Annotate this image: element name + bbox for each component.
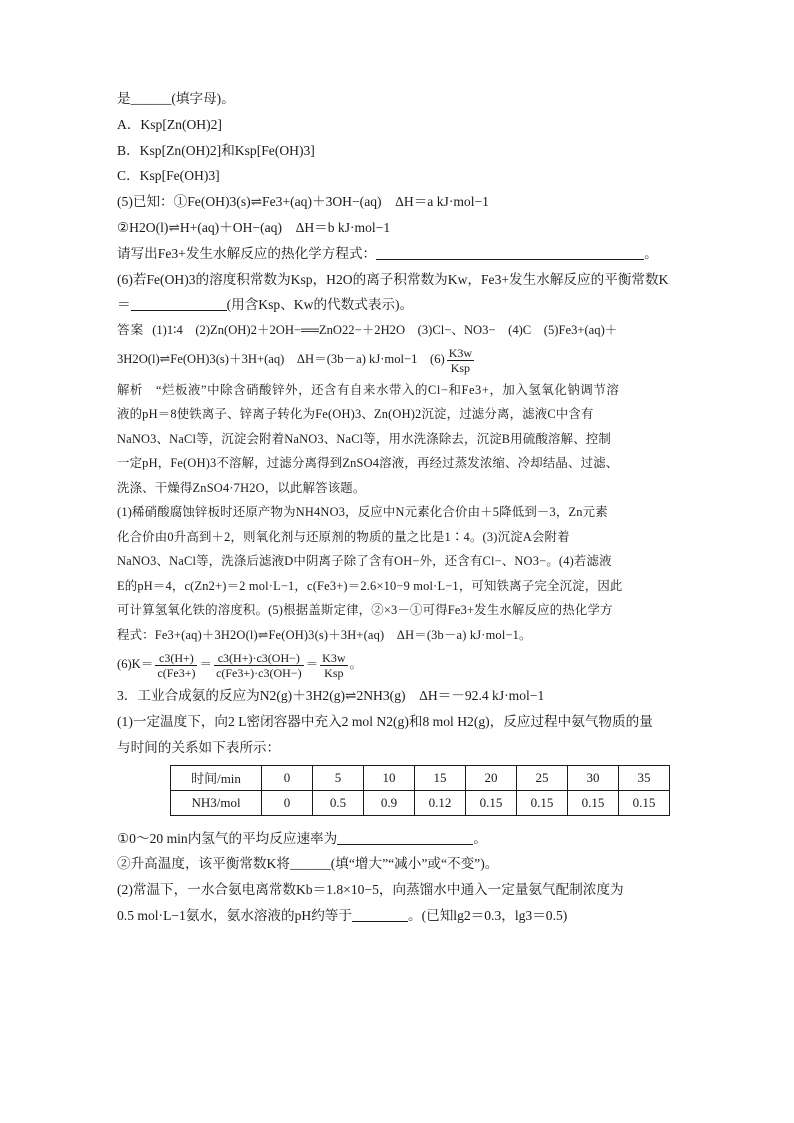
table-cell: 0.15 [568, 790, 619, 815]
fraction-numerator: K3w [322, 650, 346, 665]
analysis-line: NaNO3、NaCl等，沉淀会附着NaNO3、NaCl等，用水洗涤除去，沉淀B用硫酸溶解、控制 [117, 431, 611, 446]
table-cell: 0 [262, 790, 313, 815]
analysis-line: (1)稀硝酸腐蚀锌板时还原产物为NH4NO3，反应中N元素化合价由＋5降低到－3，Zn元素 [117, 505, 608, 520]
fraction-denominator: c(Fe3+)·c3(OH−) [216, 665, 302, 680]
fraction-denominator: Ksp [324, 665, 344, 680]
formula-equals: ＝ [305, 657, 319, 672]
formula-fraction-1 [155, 651, 197, 680]
q6-pre: ＝ [117, 297, 131, 313]
table-cell: 0.5 [313, 790, 364, 815]
answer-blank [337, 830, 473, 845]
q3-part2-end: 。(已知lg2＝0.3，lg3＝0.5) [407, 908, 568, 924]
fraction-denominator: Ksp [450, 360, 471, 375]
q6-text-1: (6)若Fe(OH)3的溶度积常数为Ksp，H2O的离子积常数为Kw，Fe3+发生水解反应的平衡常数K [117, 271, 669, 287]
formula-k: (6)K＝ [117, 657, 154, 672]
formula-fraction-2 [214, 651, 304, 680]
formula-fraction-3 [320, 651, 347, 680]
answer-line-1 [117, 320, 677, 340]
analysis-line: NaNO3、NaCl等，洗涤后滤液D中阴离子除了含有OH−外，还含有Cl−、NO3−。(4)若滤液 [117, 554, 612, 569]
table-cell: 10 [364, 765, 415, 790]
answer-text-2: 3H2O(l)⇌Fe(OH)3(s)＋3H+(aq) ΔH＝(3b－a) kJ·mol−1 (6) [117, 351, 445, 366]
analysis-line: 洗涤、干燥得ZnSO4·7H2O，以此解答该题。 [117, 480, 366, 495]
option-b: B．Ksp[Zn(OH)2]和Ksp[Fe(OH)3] [117, 142, 315, 158]
table-row-label: NH3/mol [171, 790, 262, 815]
fraction-denominator: c(Fe3+) [157, 665, 196, 680]
q3-title: 3．工业合成氨的反应为N2(g)＋3H2(g)⇌2NH3(g) ΔH＝－92.4 kJ·mol−1 [117, 688, 545, 704]
q3-sub1-text: ①0～20 min内氢气的平均反应速率为 [117, 830, 338, 846]
table-cell: 20 [466, 765, 517, 790]
answer-text-1: (1)1∶4 (2)Zn(OH)2＋2OH−══ZnO22−＋2H2O (3)Cl−、NO3− (4)C (5)Fe3+(aq)＋ [152, 323, 618, 338]
table-cell: 0.15 [466, 790, 517, 815]
answer-line-2 [117, 344, 677, 374]
table-cell: 30 [568, 765, 619, 790]
table-cell: 35 [619, 765, 670, 790]
q3-part2-text: 0.5 mol·L−1氨水，氨水溶液的pH约等于 [117, 908, 352, 924]
q3-part1-line1: (1)一定温度下，向2 L密闭容器中充入2 mol N2(g)和8 mol H2(g)，反应过程中氨气物质的量 [117, 713, 653, 729]
ammonia-time-table [170, 765, 670, 816]
q5-known-2: ②H2O(l)⇌H+(aq)＋OH−(aq) ΔH＝b kJ·mol−1 [117, 219, 391, 235]
fraction-numerator: c3(H+) [155, 651, 197, 666]
option-a: A．Ksp[Zn(OH)2] [117, 116, 222, 132]
q3-part2-line2 [117, 905, 677, 927]
table-cell: 0 [262, 765, 313, 790]
analysis-line: E的pH＝4，c(Zn2+)＝2 mol·L−1，c(Fe3+)＝2.6×10−9 mol·L−1，可知铁离子完全沉淀，因此 [117, 578, 623, 593]
q6-text-2 [117, 294, 677, 316]
table-cell: 25 [517, 765, 568, 790]
option-c: C．Ksp[Fe(OH)3] [117, 168, 220, 184]
analysis-line: 化合价由0升高到＋2，则氧化剂与还原剂的物质的量之比是1∶4。(3)沉淀A会附着 [117, 529, 570, 544]
analysis-line: 解析 “烂板液”中除含硝酸锌外，还含有自来水带入的Cl−和Fe3+，加入氢氧化钠调节溶 [117, 382, 620, 397]
q5-prompt-text: 请写出Fe3+发生水解反应的热化学方程式： [117, 245, 377, 261]
answer-label: 答案 [117, 322, 145, 338]
fraction-numerator: c3(H+)·c3(OH−) [214, 651, 304, 666]
question-text: 是______(填字母)。 [117, 91, 235, 106]
q3-sub1-end: 。 [473, 830, 487, 846]
q3-part1-line2: 与时间的关系如下表所示： [117, 739, 281, 755]
answer-blank [131, 296, 227, 311]
table-cell: 0.9 [364, 790, 415, 815]
table-row [171, 765, 670, 790]
table-cell: 0.12 [415, 790, 466, 815]
answer-blank [376, 245, 644, 260]
q5-known-1: (5)已知：①Fe(OH)3(s)⇌Fe3+(aq)＋3OH−(aq) ΔH＝a kJ·mol−1 [117, 194, 489, 210]
analysis-section [117, 378, 677, 648]
answer-blank [352, 907, 408, 922]
analysis-line: 液的pH＝8使铁离子、锌离子转化为Fe(OH)3、Zn(OH)2沉淀，过滤分离，滤液C中含有 [117, 407, 594, 422]
analysis-formula [117, 647, 677, 681]
table-cell: 15 [415, 765, 466, 790]
table-row [171, 790, 670, 815]
q3-sub1 [117, 828, 677, 850]
analysis-line: 程式：Fe3+(aq)＋3H2O(l)⇌Fe(OH)3(s)＋3H+(aq) ΔH＝(3b－a) kJ·mol−1。 [117, 627, 532, 642]
analysis-line: 一定pH，Fe(OH)3不溶解，过滤分离得到ZnSO4溶液，再经过蒸发浓缩、冷却结晶、过滤、 [117, 456, 619, 471]
table-header-label: 时间/min [171, 765, 262, 790]
formula-end: 。 [349, 657, 363, 672]
q3-sub2: ②升高温度，该平衡常数K将______(填“增大”“减小”或“不变”)。 [117, 856, 499, 872]
answer-fraction [447, 346, 474, 375]
formula-equals: ＝ [199, 657, 213, 672]
analysis-line: 可计算氢氧化铁的溶度积。(5)根据盖斯定律，②×3－①可得Fe3+发生水解反应的热化学方 [117, 603, 613, 618]
table-cell: 0.15 [619, 790, 670, 815]
table-cell: 0.15 [517, 790, 568, 815]
table-cell: 5 [313, 765, 364, 790]
q6-post: (用含Ksp、Kw的代数式表示)。 [226, 297, 414, 313]
fraction-numerator: K3w [448, 345, 473, 360]
q3-part2-line1: (2)常温下，一水合氨电离常数Kb＝1.8×10−5，向蒸馏水中通入一定量氨气配制浓度为 [117, 882, 624, 898]
q5-prompt: 请写出Fe3+发生水解反应的热化学方程式： 。 [117, 245, 658, 261]
document-page [117, 88, 677, 931]
